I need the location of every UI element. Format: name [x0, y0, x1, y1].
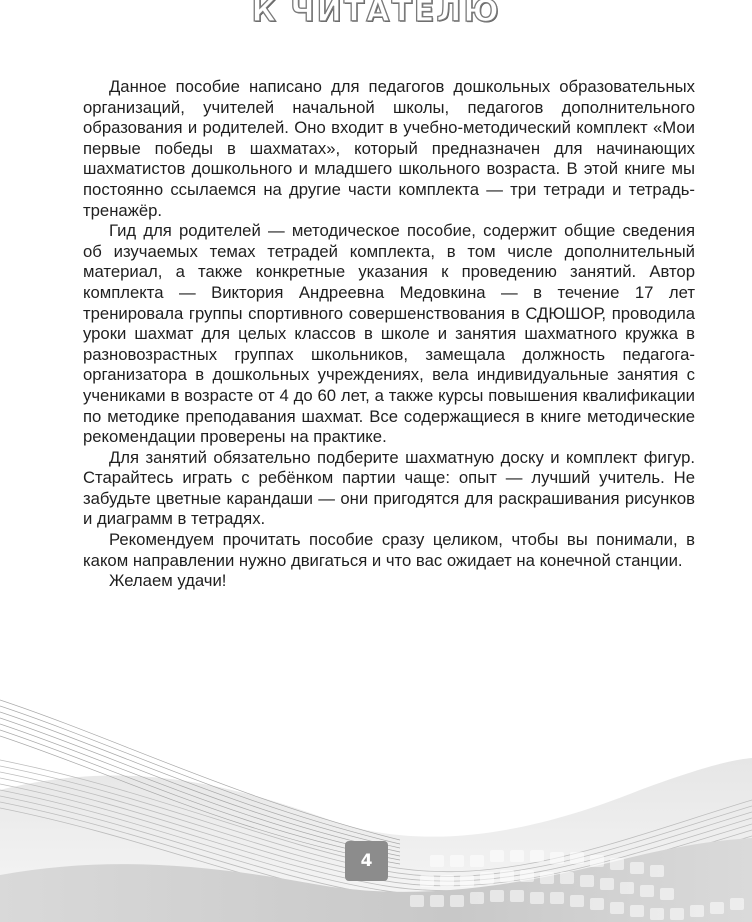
paragraph-materials: Для занятий обязательно подберите шахматную доску и комплект фигур. Старайтесь играть с ребёнком партии чаще: опыт — лучший учитель. Не забудьте цветные карандаши — они пригодятся для раскрашивания рисунков и диаграмм в тетрадях. [83, 447, 695, 529]
body-text [83, 77, 695, 592]
page-number: 4 [345, 841, 388, 881]
paragraph-recommendation: Рекомендуем прочитать пособие сразу целиком, чтобы вы понимали, в каком направлении нужно двигаться и что вас ожидает на конечной станции. [83, 530, 695, 570]
paragraph-intro: Данное пособие написано для педагогов дошкольных образовательных организаций, учителей начальной школы, педагогов дополнительного образования и родителей. Оно входит в учебно-методический комплект «Мои первые победы в шахматах», который предназначен для начинающих шахматистов дошкольного и младшего школьного возраста. В этой книге мы постоянно ссылаемся на другие части комплекта — три тетради и тетрадь-тренажёр. [83, 77, 695, 220]
page-title: К ЧИТАТЕЛЮ [251, 0, 501, 29]
paragraph-guide: Гид для родителей — методическое пособие, содержит общие сведения об изучаемых темах тетрадей комплекта, в том числе дополнительный материал, а также конкретные указания к проведению занятий. Автор комплекта — Виктория Андреевна Медовкина — в течение 17 лет тренировала группы спортивного совершенствования в СДЮШОР, проводила уроки шахмат для целых классов в школе и занятия шахматного кружка в разновозрастных группах школьников, замещала должность педагога-организатора в дошкольных учреждениях, вела индивидуальные занятия с учениками в возрасте от 4 до 60 лет, а также курсы повышения квалификации по методике преподавания шахмат. Все содержащиеся в книге методические рекомендации проверены на практике. [83, 221, 695, 447]
paragraph-wish: Желаем удачи! [109, 571, 227, 591]
